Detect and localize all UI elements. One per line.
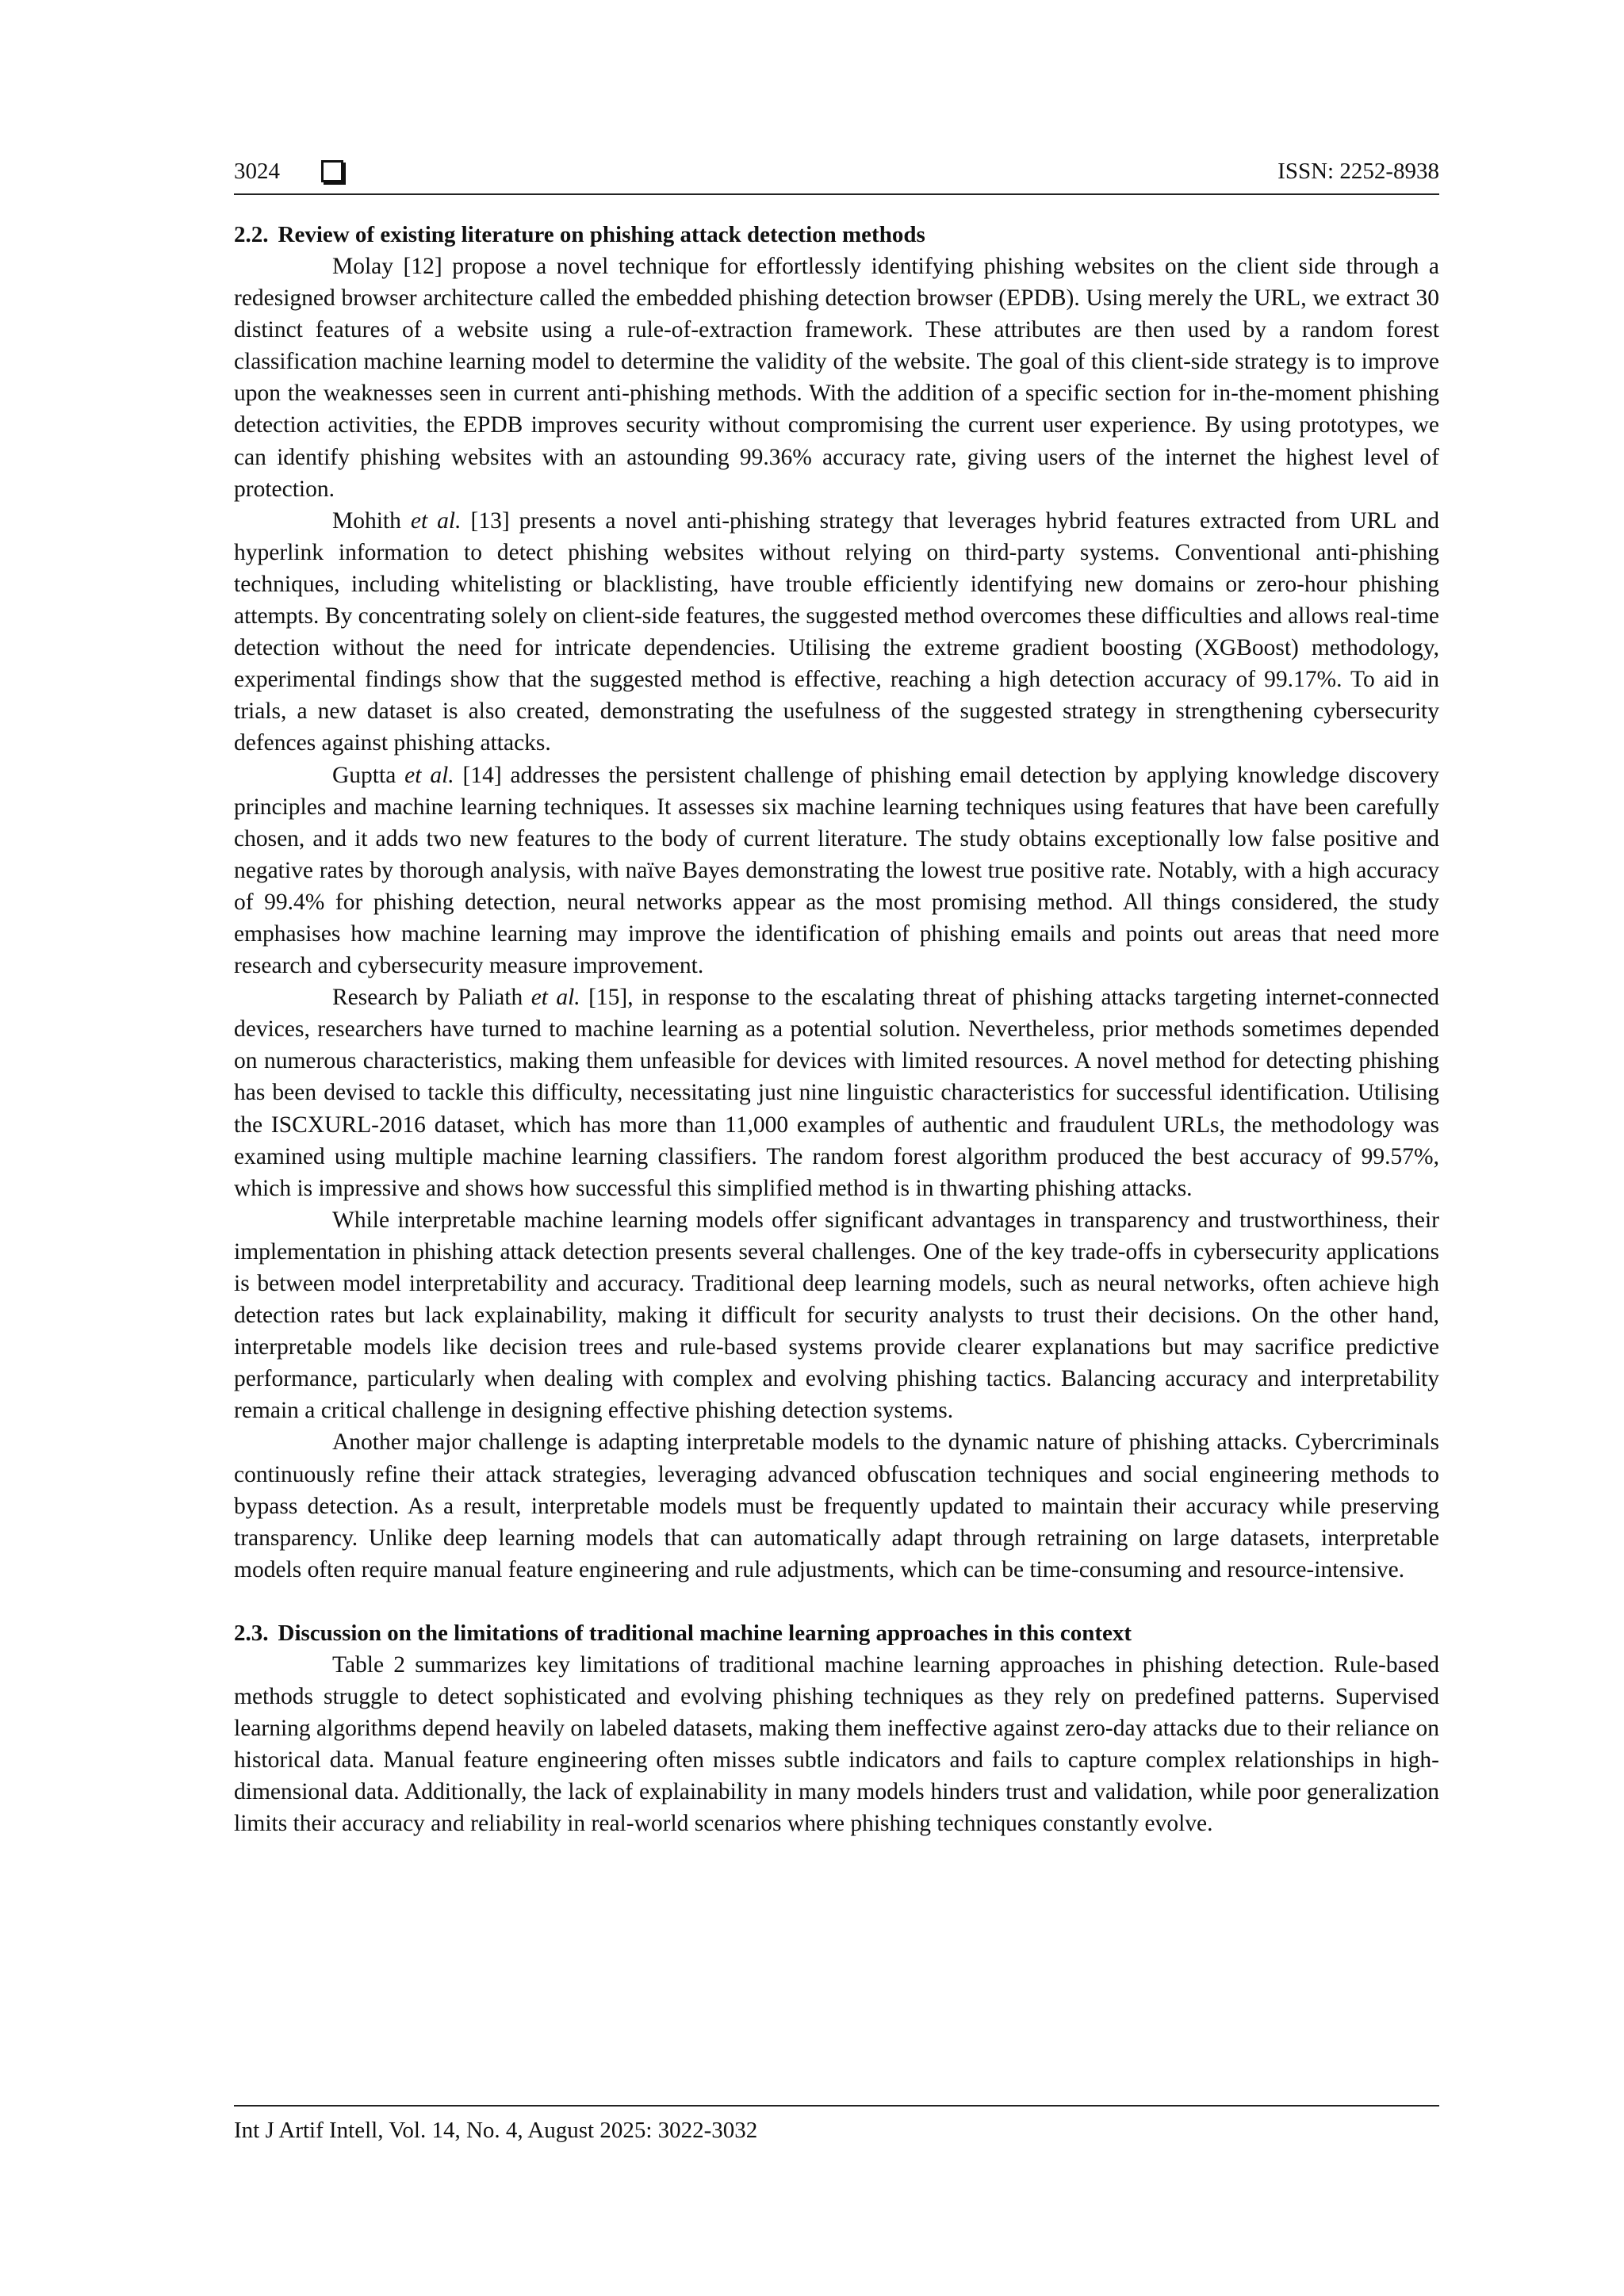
paragraph-text: While interpretable machine learning models offer significant advantages in transparency and trustworthiness, their implementation in phishing attack detection presents several challenges. One of the key trade-offs in cybersecurity applications is between model interpretability and accuracy. Traditional deep learning models, such as neural networks, often achieve high detection rates but lack explainability, making it difficult for security analysts to trust their decisions. On the other hand, interpretable models like decision trees and rule-based systems provide clearer explanations but may sacrifice predictive performance, particularly when dealing with complex and evolving phishing tactics. Balancing accuracy and interpretability remain a critical challenge in designing effective phishing detection systems. [234, 1207, 1439, 1424]
citation-etal: et al. [530, 985, 580, 1011]
square-icon [321, 160, 343, 182]
page-header [234, 155, 1439, 195]
citation-etal: et al. [404, 762, 454, 788]
section-heading [234, 219, 1439, 251]
paragraph [234, 760, 1439, 982]
paragraph-text: [15], in response to the escalating threat of phishing attacks targeting internet-connected devices, researchers have turned to machine learning as a potential solution. Nevertheless, prior methods sometimes depended on numerous characteristics, making them unfeasible for devices with limited resources. A novel method for detecting phishing has been devised to tackle this difficulty, necessitating just nine linguistic characteristics for successful identification. Utilising the ISCXURL-2016 dataset, which has more than 11,000 examples of authentic and fraudulent URLs, the methodology was examined using multiple machine learning classifiers. The random forest algorithm produced the best accuracy of 99.57%, which is impressive and shows how successful this simplified method is in thwarting phishing attacks. [234, 985, 1439, 1201]
citation-etal: et al. [410, 507, 462, 534]
page-footer [234, 2105, 1439, 2146]
section-title: Discussion on the limitations of traditional machine learning approaches in this context [278, 1620, 1132, 1646]
paragraph [234, 1204, 1439, 1427]
paragraph-text: Research by Paliath [332, 985, 531, 1011]
section-gap [234, 1586, 1439, 1617]
section-number: 2.3. [234, 1620, 269, 1646]
paragraph-text: Another major challenge is adapting interpretable models to the dynamic nature of phishing attacks. Cybercriminals continuously refine their attack strategies, leveraging advanced obfuscation techniques and social engineering methods to bypass detection. As a result, interpretable models must be frequently updated to maintain their accuracy while preserving transparency. Unlike deep learning models that can automatically adapt through retraining on large datasets, interpretable models often require manual feature engineering and rule adjustments, which can be time-consuming and resource-intensive. [234, 1429, 1439, 1582]
page-number: 3024 [234, 159, 280, 184]
section-heading [234, 1617, 1439, 1649]
paragraph [234, 505, 1439, 760]
paragraph-text: Mohith [332, 507, 411, 534]
issn: ISSN: 2252-8938 [1277, 159, 1439, 184]
paragraph-text: Table 2 summarizes key limitations of traditional machine learning approaches in phishing detection. Rule-based methods struggle to detect sophisticated and evolving phishing techniques as they rely on predefined patterns. Supervised learning algorithms depend heavily on labeled datasets, making them ineffective against zero-day attacks due to their reliance on historical data. Manual feature engineering often misses subtle indicators and fails to capture complex relationships in high-dimensional data. Additionally, the lack of explainability in many models hinders trust and validation, while poor generalization limits their accuracy and reliability in real-world scenarios where phishing techniques constantly evolve. [234, 1651, 1439, 1837]
paragraph-text: [13] presents a novel anti-phishing strategy that leverages hybrid features extracted from URL and hyperlink information to detect phishing websites without relying on third-party systems. Conventional anti-phishing techniques, including whitelisting or blacklisting, have trouble efficiently identifying new domains or zero-hour phishing attempts. By concentrating solely on client-side features, the suggested method overcomes these difficulties and allows real-time detection without the need for intricate dependencies. Utilising the extreme gradient boosting (XGBoost) methodology, experimental findings show that the suggested method is effective, reaching a high detection accuracy of 99.17%. To aid in trials, a new dataset is also created, demonstrating the usefulness of the suggested strategy in strengthening cybersecurity defences against phishing attacks. [234, 507, 1439, 756]
paragraph-text: Molay [12] propose a novel technique for effortlessly identifying phishing websites on the client side through a redesigned browser architecture called the embedded phishing detection browser (EPDB). Using merely the URL, we extract 30 distinct features of a website using a rule-of-extraction framework. These attributes are then used by a random forest classification machine learning model to determine the validity of the website. The goal of this client-side strategy is to improve upon the weaknesses seen in current anti-phishing methods. With the addition of a specific section for in-the-moment phishing detection activities, the EPDB improves security without compromising the current user experience. By using prototypes, we can identify phishing websites with an astounding 99.36% accuracy rate, giving users of the internet the highest level of protection. [234, 254, 1439, 502]
journal-reference: Int J Artif Intell, Vol. 14, No. 4, August 2025: 3022-3032 [234, 2118, 758, 2143]
paragraph [234, 982, 1439, 1204]
paragraph-text: Guptta [332, 762, 405, 788]
section-title: Review of existing literature on phishing attack detection methods [278, 222, 925, 247]
paragraph [234, 1426, 1439, 1585]
paragraph [234, 1649, 1439, 1840]
article-body [234, 219, 1439, 1840]
paragraph-text: [14] addresses the persistent challenge of phishing email detection by applying knowledge discovery principles and machine learning techniques. It assesses six machine learning techniques using features that have been carefully chosen, and it adds two new features to the body of current literature. The study obtains exceptionally low false positive and negative rates by thorough analysis, with naïve Bayes demonstrating the lowest true positive rate. Notably, with a high accuracy of 99.4% for phishing detection, neural networks appear as the most promising method. All things considered, the study emphasises how machine learning may improve the identification of phishing emails and points out areas that need more research and cybersecurity measure improvement. [234, 762, 1439, 979]
paragraph [234, 251, 1439, 505]
section-number: 2.2. [234, 222, 269, 247]
